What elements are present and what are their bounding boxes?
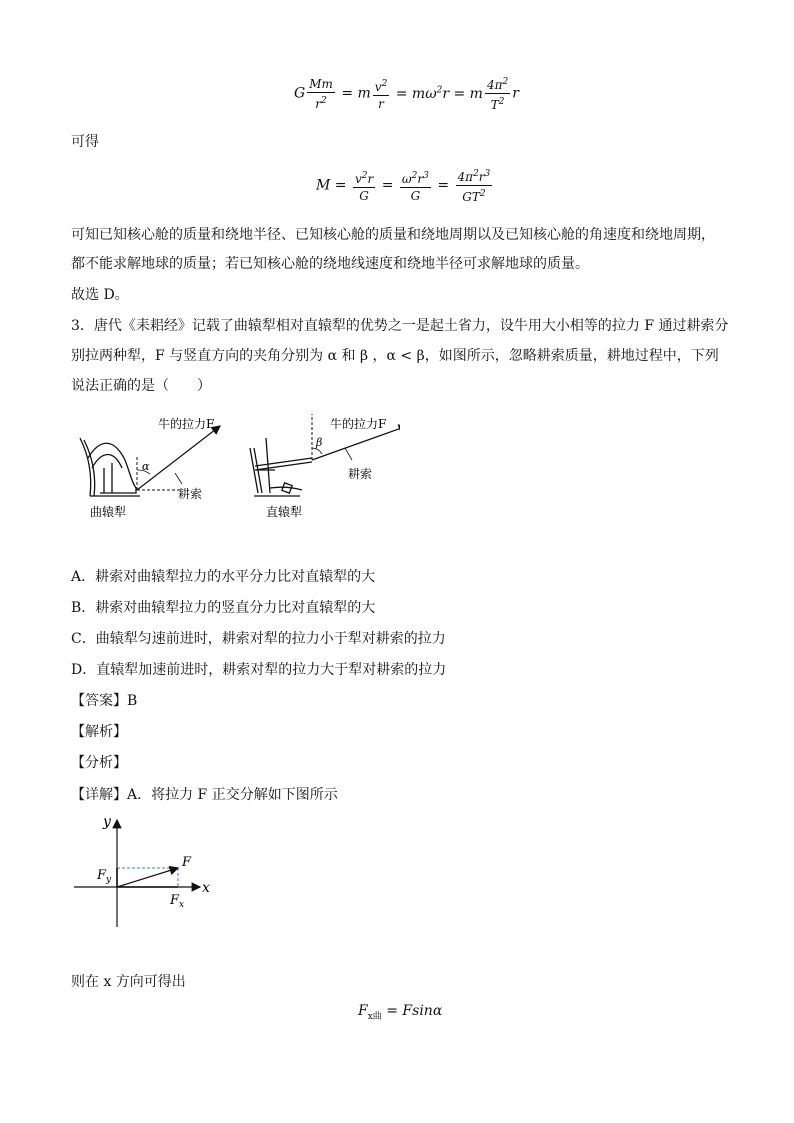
paragraph-line-2: 都不能求解地球的质量；若已知核心舱的绕地线速度和绕地半径可求解地球的质量。 <box>71 256 589 272</box>
rope-label-right: 耕索 <box>348 467 373 481</box>
conclusion: 故选 D。 <box>71 287 129 303</box>
rope-label-left: 耕索 <box>178 487 203 501</box>
detail: 【详解】A．将拉力 F 正交分解如下图所示 <box>71 787 338 803</box>
caption-curved-plow: 曲辕犁 <box>90 505 127 519</box>
fenxi-heading: 【分析】 <box>71 755 127 771</box>
curved-plow-drawing <box>80 438 140 496</box>
fraction: $\frac{v^2r}{G}$ <box>353 168 375 204</box>
equation-mass: M = $\frac{v^2r}{G}$ = $\frac{\omega^2r^3}{G}$ = $\frac{4\pi^2r^3}{GT^2}$ <box>316 166 494 205</box>
force-label-left: 牛的拉力F <box>158 417 215 431</box>
text-keyi: 可得 <box>71 134 99 150</box>
fraction: $\frac{\omega^2r^3}{G}$ <box>400 168 431 204</box>
force-arrow-right <box>312 426 400 460</box>
then-x-direction: 则在 x 方向可得出 <box>71 974 186 990</box>
fraction: $\frac{Mm}{r^2}$ <box>309 76 333 111</box>
y-axis-label: y <box>103 814 111 830</box>
rope-leader-left <box>175 473 182 484</box>
equation-gravity: G $\frac{Mm}{r^2}$ = m $\frac{v^2}{r}$ = $m\omega^2r = m$ $\frac{4\pi^2}{T^2}$ r <box>294 74 519 113</box>
answer: 【答案】B <box>71 693 138 709</box>
fraction: $\frac{4\pi^2r^3}{GT^2}$ <box>456 166 493 205</box>
force-decomposition-figure <box>70 812 220 932</box>
fraction: $\frac{4\pi^2}{T^2}$ <box>485 74 510 113</box>
fraction: $\frac{v^2}{r}$ <box>373 76 390 112</box>
plow-figure <box>70 408 400 523</box>
fx-label: $F_x$ <box>170 893 185 910</box>
rope-leader-right <box>345 448 352 460</box>
option-a: A．耕索对曲辕犁拉力的水平分力比对直辕犁的大 <box>71 569 376 585</box>
question-3-line-2: 别拉两种犁，F 与竖直方向的夹角分别为 α 和 β ，α < β，如图所示，忽略耕索质量，耕地过程中，下列 <box>71 348 719 364</box>
question-3-line-3: 说法正确的是（ ） <box>71 378 211 394</box>
option-c: C．曲辕犁匀速前进时，耕索对犁的拉力小于犁对耕索的拉力 <box>71 631 446 647</box>
option-d: D．直辕犁加速前进时，耕索对犁的拉力大于犁对耕索的拉力 <box>71 662 447 678</box>
force-vector <box>117 868 178 887</box>
force-arrow-left <box>137 426 220 490</box>
force-label: F <box>182 855 192 870</box>
answer-value: B <box>127 693 138 709</box>
angle-beta-label: β <box>316 436 323 449</box>
eq-symbol: G <box>294 85 306 102</box>
option-b: B．耕索对曲辕犁拉力的竖直分力比对直辕犁的大 <box>71 600 376 616</box>
equation-fx: $F_{x曲} = Fsin\alpha$ <box>358 1003 443 1022</box>
force-label-right: 牛的拉力F <box>330 417 387 431</box>
analysis-heading: 【解析】 <box>71 724 127 740</box>
angle-alpha-label: α <box>142 460 150 473</box>
fy-label: $F_y$ <box>97 868 112 885</box>
caption-straight-plow: 直辕犁 <box>266 505 303 519</box>
question-3-line-1: 3．唐代《耒耜经》记载了曲辕犁相对直辕犁的优势之一是起土省力，设牛用大小相等的拉力 F 通过耕索分 <box>71 318 729 334</box>
straight-plow-drawing <box>250 438 312 496</box>
paragraph-line-1: 可知已知核心舱的质量和绕地半径、已知核心舱的质量和绕地周期以及已知核心舱的角速度和绕地周期， <box>71 227 715 243</box>
x-axis-label: x <box>202 880 210 896</box>
